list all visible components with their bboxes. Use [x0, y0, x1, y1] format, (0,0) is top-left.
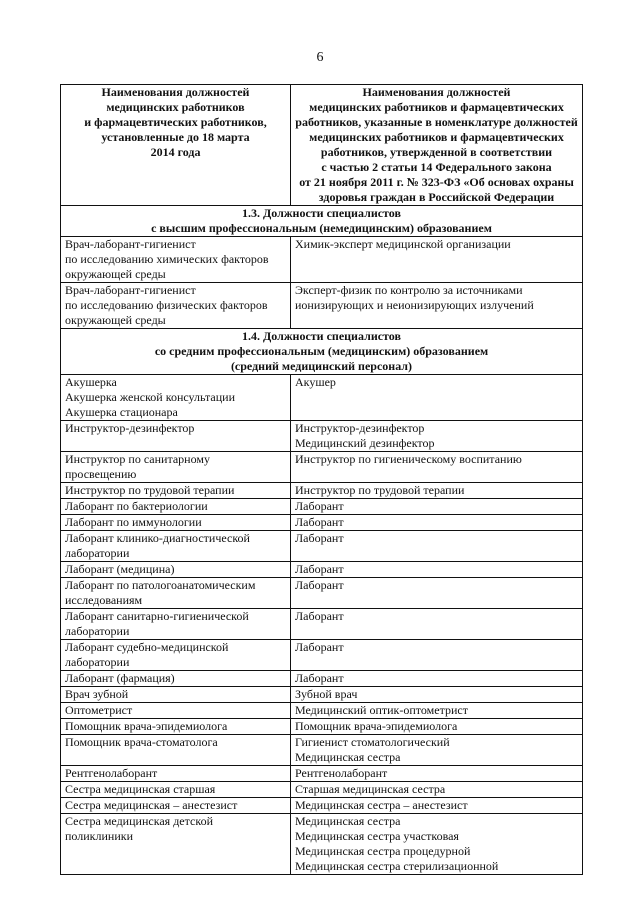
old-position-line: Инструктор по трудовой терапии	[65, 483, 235, 497]
section-title-line: (средний медицинский персонал)	[230, 359, 413, 373]
table-row	[61, 515, 583, 531]
old-position-cell	[61, 499, 291, 515]
old-position-cell	[61, 735, 291, 766]
old-position-cell	[61, 798, 291, 814]
old-position-line: Сестра медицинская – анестезист	[65, 798, 238, 812]
new-position-cell	[291, 283, 583, 329]
table-row	[61, 735, 583, 766]
new-position-line: Лаборант	[295, 515, 344, 529]
new-position-cell	[291, 782, 583, 798]
old-position-cell	[61, 515, 291, 531]
old-position-cell	[61, 283, 291, 329]
old-position-cell	[61, 782, 291, 798]
old-position-line: Рентгенолаборант	[65, 766, 158, 780]
new-position-cell	[291, 687, 583, 703]
old-position-line: Лаборант по бактериологии	[65, 499, 208, 513]
old-position-line: Врач-лаборант-гигиенист	[65, 283, 196, 297]
table-row	[61, 719, 583, 735]
old-position-cell	[61, 562, 291, 578]
new-position-line: Эксперт-физик по контролю за источниками	[295, 283, 523, 297]
new-position-line: Лаборант	[295, 671, 344, 685]
old-position-line: лаборатории	[65, 624, 130, 638]
old-position-line: лаборатории	[65, 655, 130, 669]
table-row	[61, 531, 583, 562]
section-title-line: 1.4. Должности специалистов	[242, 329, 401, 343]
new-position-cell	[291, 375, 583, 421]
new-position-line: Лаборант	[295, 609, 344, 623]
old-position-line: Акушерка женской консультации	[65, 390, 235, 404]
old-position-line: Помощник врача-стоматолога	[65, 735, 218, 749]
positions-table	[60, 84, 583, 875]
old-position-cell	[61, 452, 291, 483]
old-position-line: по исследованию физических факторов	[65, 298, 268, 312]
table-row	[61, 452, 583, 483]
new-position-cell	[291, 237, 583, 283]
old-position-cell	[61, 719, 291, 735]
header-right-line: медицинских работников и фармацевтических	[309, 100, 564, 114]
old-position-line: Лаборант санитарно-гигиенической	[65, 609, 249, 623]
header-left-cell	[61, 85, 291, 206]
section-title-line: со средним профессиональным (медицинским) образованием	[154, 344, 489, 358]
old-position-line: Лаборант (фармация)	[65, 671, 175, 685]
old-position-cell	[61, 814, 291, 875]
new-position-line: Инструктор по гигиеническому воспитанию	[295, 452, 522, 466]
old-position-cell	[61, 578, 291, 609]
new-position-line: Медицинская сестра участковая	[295, 829, 459, 843]
new-position-cell	[291, 671, 583, 687]
new-position-cell	[291, 766, 583, 782]
old-position-line: Сестра медицинская старшая	[65, 782, 216, 796]
old-position-cell	[61, 640, 291, 671]
new-position-line: Медицинская сестра – анестезист	[295, 798, 468, 812]
old-position-line: поликлиники	[65, 829, 134, 843]
old-position-line: исследованиям	[65, 593, 143, 607]
new-position-cell	[291, 703, 583, 719]
table-row	[61, 483, 583, 499]
section-title-line: с высшим профессиональным (немедицинским) образованием	[151, 221, 492, 235]
table-row	[61, 814, 583, 875]
new-position-line: Помощник врача-эпидемиолога	[295, 719, 458, 733]
old-position-line: окружающей среды	[65, 313, 166, 327]
old-position-line: Акушерка	[65, 375, 117, 389]
table-row	[61, 499, 583, 515]
header-left-line: 2014 года	[150, 145, 201, 159]
new-position-cell	[291, 515, 583, 531]
new-position-line: Медицинская сестра	[295, 750, 401, 764]
new-position-line: Медицинская сестра процедурной	[295, 844, 471, 858]
old-position-line: Лаборант по иммунологии	[65, 515, 202, 529]
new-position-line: Инструктор-дезинфектор	[295, 421, 425, 435]
new-position-cell	[291, 719, 583, 735]
old-position-line: Инструктор по санитарному	[65, 452, 210, 466]
section-heading-row	[61, 329, 583, 375]
new-position-cell	[291, 452, 583, 483]
old-position-cell	[61, 671, 291, 687]
new-position-cell	[291, 421, 583, 452]
new-position-line: Лаборант	[295, 640, 344, 654]
header-right-line: Наименования должностей	[362, 85, 511, 99]
old-position-cell	[61, 687, 291, 703]
new-position-line: Медицинский оптик-оптометрист	[295, 703, 468, 717]
header-left-line: установленные до 18 марта	[101, 130, 250, 144]
new-position-line: Акушер	[295, 375, 336, 389]
old-position-line: окружающей среды	[65, 267, 166, 281]
old-position-line: Акушерка стационара	[65, 405, 178, 419]
table-row	[61, 703, 583, 719]
table-row	[61, 562, 583, 578]
new-position-line: Рентгенолаборант	[295, 766, 388, 780]
section-title-line: 1.3. Должности специалистов	[242, 206, 401, 220]
section-heading	[61, 206, 583, 237]
header-left-line: Наименования должностей	[101, 85, 250, 99]
new-position-line: Медицинская сестра	[295, 814, 401, 828]
table-row	[61, 609, 583, 640]
new-position-cell	[291, 814, 583, 875]
old-position-line: просвещению	[65, 467, 137, 481]
header-right-line: работников, указанные в номенклатуре должностей	[295, 115, 578, 129]
table-row	[61, 640, 583, 671]
new-position-line: Зубной врач	[295, 687, 358, 701]
old-position-line: Врач-лаборант-гигиенист	[65, 237, 196, 251]
table-row	[61, 237, 583, 283]
old-position-line: Лаборант судебно-медицинской	[65, 640, 229, 654]
old-position-line: Оптометрист	[65, 703, 133, 717]
old-position-cell	[61, 531, 291, 562]
old-position-line: Врач зубной	[65, 687, 129, 701]
new-position-cell	[291, 531, 583, 562]
table-row	[61, 782, 583, 798]
new-position-line: Гигиенист стоматологический	[295, 735, 450, 749]
old-position-line: по исследованию химических факторов	[65, 252, 269, 266]
old-position-line: Инструктор-дезинфектор	[65, 421, 195, 435]
table-row	[61, 798, 583, 814]
new-position-cell	[291, 499, 583, 515]
new-position-line: ионизирующих и неионизирующих излучений	[295, 298, 534, 312]
new-position-cell	[291, 798, 583, 814]
header-right-line: с частью 2 статьи 14 Федерального закона	[321, 160, 552, 174]
table-row	[61, 671, 583, 687]
old-position-cell	[61, 703, 291, 719]
new-position-line: Лаборант	[295, 499, 344, 513]
old-position-line: Сестра медицинская детской	[65, 814, 213, 828]
old-position-line: Лаборант клинико-диагностической	[65, 531, 250, 545]
new-position-line: Лаборант	[295, 531, 344, 545]
header-right-line: от 21 ноября 2011 г. № 323-ФЗ «Об основах охраны	[299, 175, 574, 189]
old-position-line: Лаборант (медицина)	[65, 562, 175, 576]
table-row	[61, 375, 583, 421]
old-position-line: Помощник врача-эпидемиолога	[65, 719, 228, 733]
old-position-cell	[61, 375, 291, 421]
new-position-cell	[291, 609, 583, 640]
old-position-cell	[61, 483, 291, 499]
new-position-line: Химик-эксперт медицинской организации	[295, 237, 511, 251]
new-position-line: Медицинский дезинфектор	[295, 436, 435, 450]
header-right-line: работников, утвержденной в соответствии	[320, 145, 553, 159]
new-position-line: Инструктор по трудовой терапии	[295, 483, 465, 497]
old-position-cell	[61, 421, 291, 452]
header-right-line: медицинских работников и фармацевтических	[309, 130, 564, 144]
new-position-cell	[291, 735, 583, 766]
table-row	[61, 421, 583, 452]
table-row	[61, 578, 583, 609]
old-position-cell	[61, 237, 291, 283]
new-position-cell	[291, 483, 583, 499]
table-row	[61, 687, 583, 703]
table-row	[61, 766, 583, 782]
new-position-line: Старшая медицинская сестра	[295, 782, 446, 796]
old-position-line: лаборатории	[65, 546, 130, 560]
old-position-cell	[61, 609, 291, 640]
positions-table-body	[61, 85, 583, 875]
section-heading	[61, 329, 583, 375]
old-position-cell	[61, 766, 291, 782]
header-right-cell	[291, 85, 583, 206]
new-position-cell	[291, 578, 583, 609]
new-position-cell	[291, 640, 583, 671]
header-left-line: и фармацевтических работников,	[84, 115, 267, 129]
page-number: 6	[316, 50, 324, 65]
table-row	[61, 283, 583, 329]
header-right-line: здоровья граждан в Российской Федерации	[318, 190, 555, 204]
new-position-line: Лаборант	[295, 578, 344, 592]
header-row	[61, 85, 583, 206]
new-position-line: Лаборант	[295, 562, 344, 576]
section-heading-row	[61, 206, 583, 237]
new-position-cell	[291, 562, 583, 578]
new-position-line: Медицинская сестра стерилизационной	[295, 859, 499, 873]
header-left-line: медицинских работников	[106, 100, 245, 114]
old-position-line: Лаборант по патологоанатомическим	[65, 578, 256, 592]
